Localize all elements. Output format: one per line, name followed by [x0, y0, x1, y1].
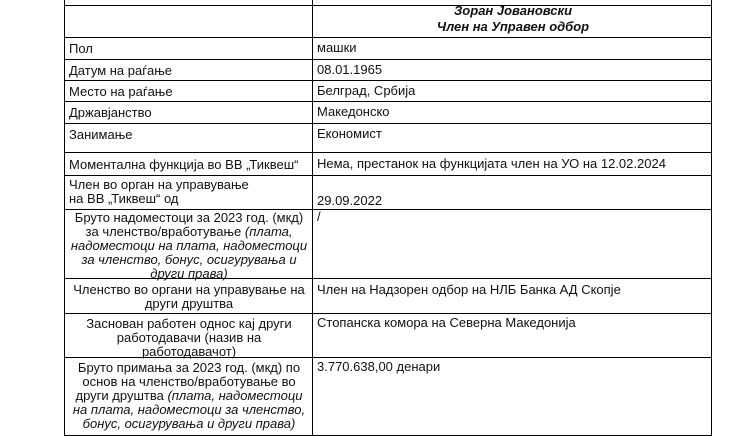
label-occupation: Занимање — [69, 127, 133, 142]
label-text: други друштва — [75, 388, 164, 403]
label-line: други друштва — [144, 296, 234, 311]
value-birth-date: 08.01.1965 — [317, 62, 383, 77]
label-gross-income — [69, 361, 309, 431]
label-gross-compensation — [69, 211, 309, 281]
label-line: Заснован работен однос кај други — [86, 316, 292, 331]
label-line: на плата, надоместоци за членство, — [72, 402, 306, 417]
label-italic-text: (плата, — [244, 224, 293, 239]
label-current-function: Моментална функција во ВВ „Тиквеш“ — [69, 157, 299, 172]
label-line: Бруто примања за 2023 год. (мкд) по — [77, 360, 301, 375]
label-line: Членство во органи на управување на — [73, 282, 305, 297]
row-divider — [65, 37, 711, 38]
label-line: за членство, бонус, осигурувања и — [81, 252, 297, 267]
label-line: Бруто надоместоци за 2023 год. (мкд) — [74, 210, 304, 225]
value-other-boards: Член на Надзорен одбор на НЛБ Банка АД Скопје — [317, 282, 621, 297]
value-gross-income: 3.770.638,00 денари — [317, 359, 441, 374]
label-line: работодавачот) — [141, 344, 237, 359]
label-employment — [69, 317, 309, 359]
label-line — [69, 225, 309, 239]
value-birth-place: Белград, Србија — [317, 83, 416, 98]
row-divider — [65, 123, 711, 124]
row-divider — [65, 59, 711, 60]
value-current-function: Нема, престанок на функцијата член на УО на 12.02.2024 — [317, 156, 666, 171]
label-birth-place: Место на раѓање — [69, 84, 173, 99]
label-other-boards — [69, 283, 309, 311]
value-gross-compensation: / — [317, 209, 321, 224]
member-position: Член на Управен одбор — [436, 19, 590, 34]
label-birth-date: Датум на раѓање — [69, 63, 172, 78]
label-line: Член во орган на управување — [69, 177, 249, 192]
column-divider — [312, 0, 313, 435]
row-divider — [65, 175, 711, 176]
value-gender: машки — [317, 40, 357, 55]
value-occupation: Економист — [317, 126, 382, 141]
row-divider — [65, 313, 711, 314]
label-gender: Пол — [69, 41, 93, 56]
info-table — [64, 0, 712, 436]
label-italic-text: (плата, надоместоци — [167, 388, 303, 403]
value-board-member-since: 29.09.2022 — [317, 193, 383, 208]
label-line — [69, 389, 309, 403]
value-citizenship: Македонско — [317, 104, 390, 119]
label-text: за членство/вработување — [85, 224, 242, 239]
row-divider — [65, 152, 711, 153]
label-line: бонус, осигурувања и други права) — [82, 416, 296, 431]
label-board-member-since — [69, 178, 309, 206]
label-line: надоместоци на плата, надоместоци — [70, 238, 308, 253]
row-divider — [65, 101, 711, 102]
label-line: основ на членство/вработување во — [82, 374, 296, 389]
value-employment: Стопанска комора на Северна Македонија — [317, 315, 576, 330]
label-line: работодавачи (назив на — [116, 330, 262, 345]
label-line: на ВВ „Тиквеш“ од — [69, 191, 179, 206]
member-name: Зоран Јовановски — [453, 3, 573, 18]
label-citizenship: Државјанство — [69, 105, 152, 120]
row-divider — [65, 80, 711, 81]
label-line: други права) — [150, 266, 228, 281]
